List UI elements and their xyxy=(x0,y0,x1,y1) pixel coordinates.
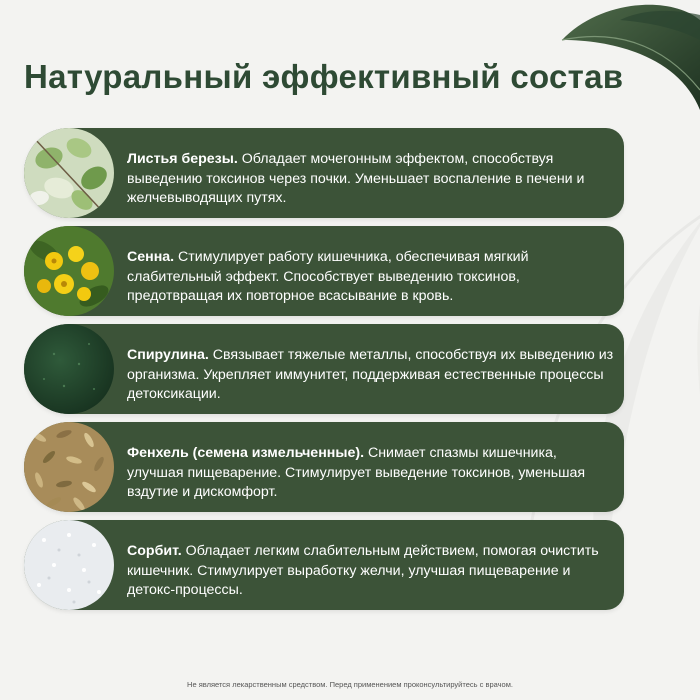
ingredient-name: Сенна. xyxy=(127,249,175,265)
ingredient-card-sorbitol xyxy=(24,520,624,610)
ingredient-description xyxy=(127,346,617,405)
ingredient-text: Стимулирует работу кишечника, обеспечивая мягкий слабительный эффект. Способствует выведению токсинов, предотвращая их повторное всасывание в кровь. xyxy=(127,249,529,304)
ingredient-name: Спирулина. xyxy=(127,347,209,363)
senna-flowers-image xyxy=(24,226,114,316)
ingredient-description xyxy=(127,150,617,209)
sorbitol-crystals-image xyxy=(24,520,114,610)
ingredient-name: Сорбит. xyxy=(127,543,182,559)
ingredient-text: Связывает тяжелые металлы, способствуя их выведению из организма. Укрепляет иммунитет, поддерживая естественные процессы детоксикации. xyxy=(127,347,614,402)
ingredient-name: Фенхель (семена измельченные). xyxy=(127,445,365,461)
ingredient-card-fennel xyxy=(24,422,624,512)
spirulina-powder-image xyxy=(24,324,114,414)
ingredient-description xyxy=(127,248,617,307)
ingredient-card-birch xyxy=(24,128,624,218)
birch-leaves-image xyxy=(24,128,114,218)
ingredient-description xyxy=(127,444,617,503)
page-title: Натуральный эффективный состав xyxy=(24,58,624,95)
ingredient-text: Снимает спазмы кишечника, улучшая пищеварение. Стимулирует выведение токсинов, уменьшая вздутие и дискомфорт. xyxy=(127,445,586,500)
ingredient-text: Обладает легким слабительным действием, помогая очистить кишечник. Стимулирует выработку желчи, улучшая пищеварение и детокс-процессы. xyxy=(127,543,599,598)
ingredient-name: Листья березы. xyxy=(127,151,238,167)
ingredient-card-senna xyxy=(24,226,624,316)
fennel-seeds-image xyxy=(24,422,114,512)
disclaimer: Не является лекарственным средством. Перед применением проконсультируйтесь с врачом. xyxy=(187,680,513,689)
ingredient-text: Обладает мочегонным эффектом, способствуя выведению токсинов через почки. Уменьшает воспаление в печени и желчевыводящих путях. xyxy=(127,151,585,206)
ingredient-card-spirulina xyxy=(24,324,624,414)
ingredient-description xyxy=(127,542,617,601)
